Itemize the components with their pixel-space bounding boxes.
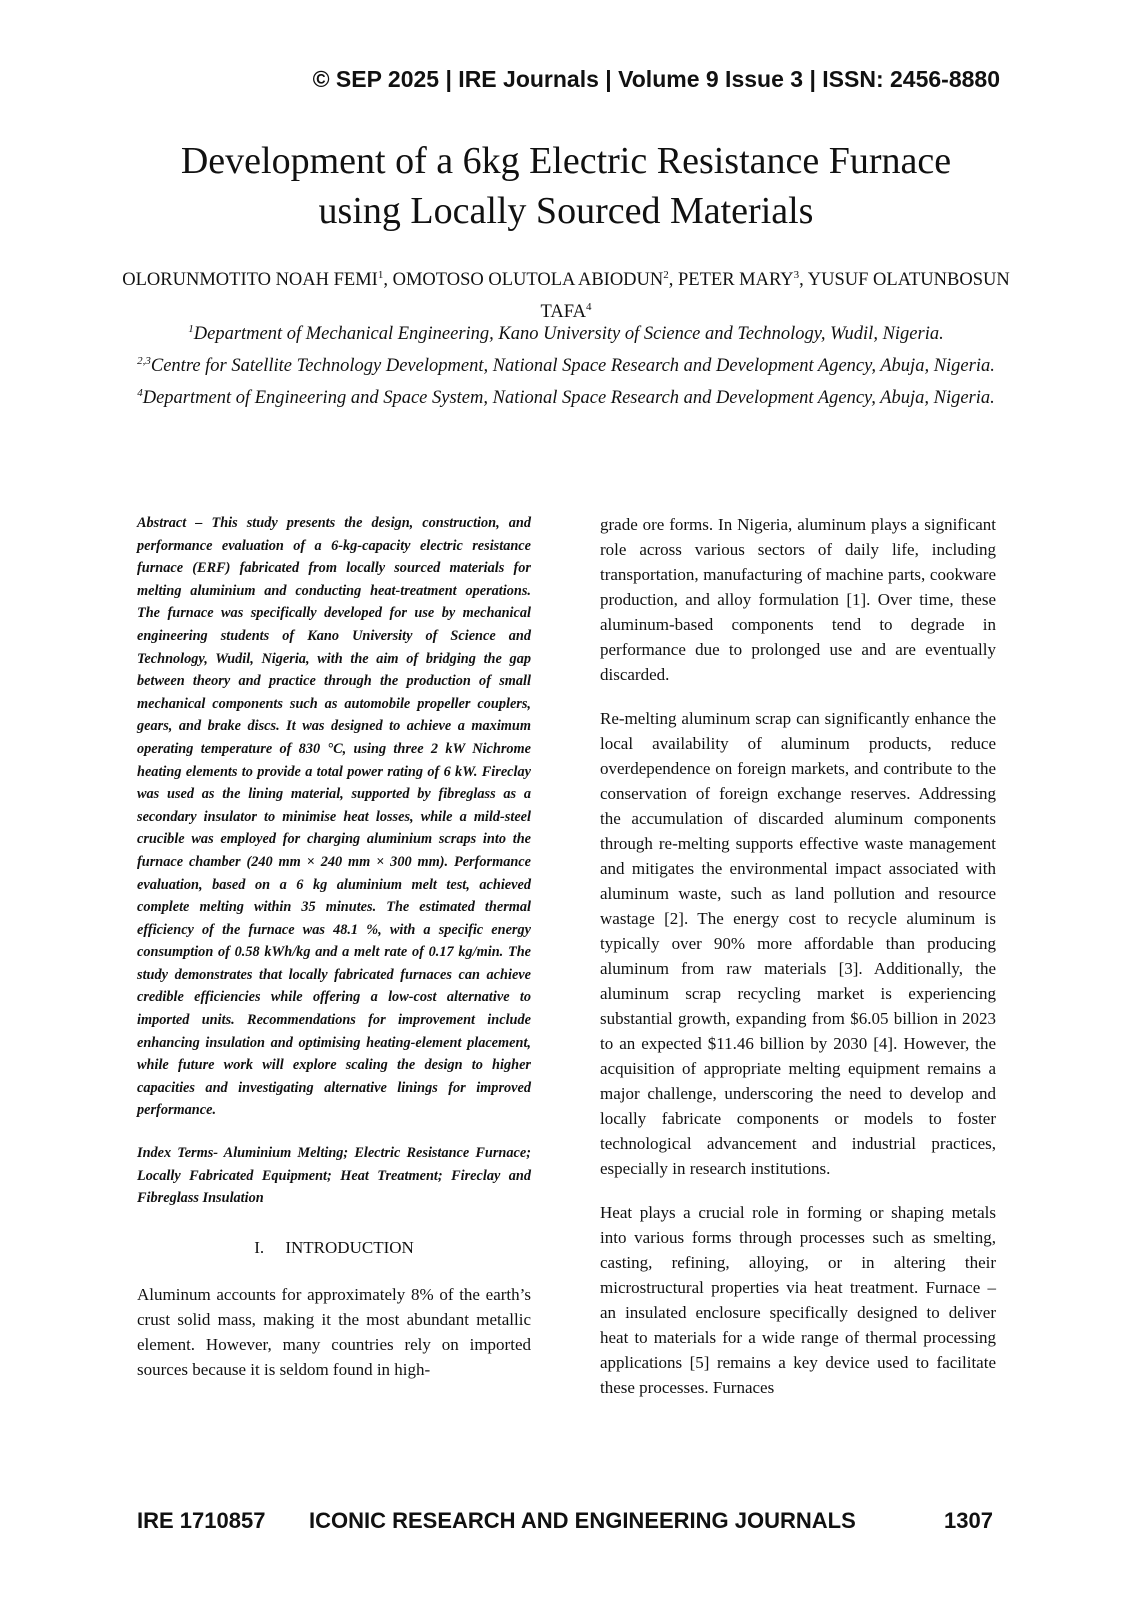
affiliation: [120, 348, 1012, 380]
author-name: OLORUNMOTITO NOAH FEMI: [122, 270, 378, 291]
title-line-2: using Locally Sourced Materials: [318, 190, 814, 232]
affiliation-mark: 4: [137, 387, 143, 400]
affiliation-mark: 2,3: [137, 355, 151, 368]
footer-article-id: IRE 1710857: [137, 1508, 266, 1533]
author-affiliation-mark: 1: [377, 269, 384, 281]
right-column: [600, 512, 996, 1400]
affiliation-mark: 1: [188, 323, 194, 335]
author-separator: ,: [668, 270, 679, 291]
affiliation: [120, 316, 1012, 348]
author-name: OMOTOSO OLUTOLA ABIODUN: [392, 270, 664, 291]
author-affiliation-mark: 4: [585, 301, 592, 314]
affiliation-text: Department of Mechanical Engineering, Kano University of Science and Technology, Wudil, Nigeria.: [193, 324, 944, 345]
author-affiliation-mark: 2: [663, 269, 669, 281]
body-paragraph: grade ore forms. In Nigeria, aluminum plays a significant role across various sectors of daily life, including transportation, manufacturing of machine parts, cookware production, and alloy formulation [1]. Over time, these aluminum-based components tend to degrade in performance due to prolonged use and are eventually discarded.: [600, 515, 996, 684]
index-terms: Index Terms- Aluminium Melting; Electric Resistance Furnace; Locally Fabricated Equipment; Heat Treatment; Fireclay and Fibreglass Insulation: [137, 1145, 531, 1207]
body-paragraph: Re-melting aluminum scrap can significantly enhance the local availability of aluminum products, reduce overdependence on foreign markets, and contribute to the conservation of foreign exchange reserves. Addressing the accumulation of discarded aluminum components through re-melting supports effective waste management and mitigates the environmental impact associated with aluminum waste, such as land pollution and resource wastage [2]. The energy cost to recycle aluminum is typically over 90% more affordable than producing aluminum from raw materials [3]. Additionally, the aluminum scrap recycling market is experiencing substantial growth, expanding from $6.05 billion in 2023 to an expected $11.46 billion by 2030 [4]. However, the acquisition of appropriate melting equipment remains a major challenge, underscoring the need to develop and locally fabricate components or models to foster technological advancement and industrial practices, especially in research institutions.: [600, 709, 996, 1178]
author-name: YUSUF OLATUNBOSUN TAFA: [540, 270, 1010, 323]
journal-header: © SEP 2025 | IRE Journals | Volume 9 Issue 3 | ISSN: 2456-8880: [312, 66, 1000, 92]
left-column: [137, 512, 531, 1382]
body-paragraph: Heat plays a crucial role in forming or shaping metals into various forms through processes such as smelting, casting, refining, alloying, or in altering their microstructural properties via heat treatment. Furnace – an insulated enclosure specifically designed to deliver heat to materials for a wide range of thermal processing applications [5] remains a key device used to facilitate these processes. Furnaces: [600, 1203, 996, 1397]
abstract: Abstract – This study presents the design, construction, and performance evaluation of a 6-kg-capacity electric resistance furnace (ERF) fabricated from locally sourced materials for melting aluminium and conducting heat-treatment operations. The furnace was specifically developed for use by mechanical engineering students of Kano University of Science and Technology, Wudil, Nigeria, with the aim of bridging the gap between theory and practice through the production of small mechanical components such as automobile propeller couplers, gears, and brake discs. It was designed to achieve a maximum operating temperature of 830 °C, using three 2 kW Nichrome heating elements to provide a total power rating of 6 kW. Fireclay was used as the lining material, supported by fibreglass as a secondary insulator to minimise heat losses, while a mild-steel crucible was employed for charging aluminium scraps into the furnace chamber (240 mm × 240 mm × 300 mm). Performance evaluation, based on a 6 kg aluminium melt test, achieved complete melting within 35 minutes. The estimated thermal efficiency of the furnace was 48.1 %, with a specific energy consumption of 0.58 kWh/kg and a melt rate of 0.17 kg/min. The study demonstrates that locally fabricated furnaces can achieve credible efficiencies while offering a low-cost alternative to imported units. Recommendations for improvement include enhancing insulation and optimising heating-element placement, while future work will explore scaling the design to higher capacities and investigating alternative linings for improved performance.: [137, 515, 531, 1119]
paper-title: [0, 136, 1132, 236]
author-separator: ,: [799, 270, 808, 291]
author-affiliation-mark: 3: [793, 269, 800, 281]
affiliation: [120, 380, 1012, 412]
affiliation-list: [120, 316, 1012, 412]
affiliation-text: Centre for Satellite Technology Development, National Space Research and Development Agency, Abuja, Nigeria.: [150, 356, 995, 377]
section-heading-introduction: I. INTRODUCTION: [254, 1237, 414, 1257]
intro-paragraph: Aluminum accounts for approximately 8% of the earth’s crust solid mass, making it the most abundant metallic element. However, many countries rely on imported sources because it is seldom found in high-: [137, 1284, 531, 1379]
footer-page-number: 1307: [944, 1508, 993, 1533]
author-name: PETER MARY: [678, 270, 794, 291]
title-line-1: Development of a 6kg Electric Resistance Furnace: [180, 140, 952, 182]
affiliation-text: Department of Engineering and Space System, National Space Research and Development Agency, Abuja, Nigeria.: [142, 388, 995, 409]
footer-journal-name: ICONIC RESEARCH AND ENGINEERING JOURNALS: [309, 1508, 856, 1533]
page-footer: [137, 1508, 993, 1538]
author-separator: ,: [383, 270, 393, 291]
